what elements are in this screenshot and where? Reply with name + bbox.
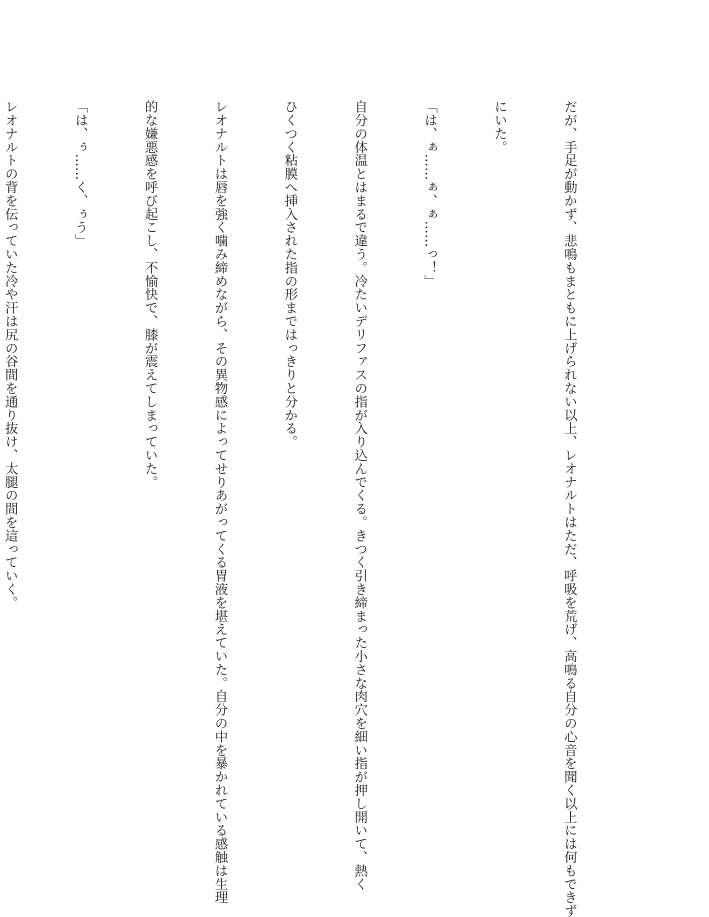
text-line: にいた。 [491,100,507,154]
text-line: ひくつく粘膜へ挿入された指の形まではっきりと分かる。 [281,100,297,449]
text-line: だが、手足が動かず、悲鳴もまともに上げられない以上、レオナルトはただ、呼吸を荒げ、高鳴る自分の心音を聞く以上には何もできず [561,100,577,917]
text-line: レオナルトは唇を強く噛み締めながら、その異物感によってせりあがってくる胃液を堪えていた。自分の中を暴かれている感触は生理 [211,100,227,904]
text-line: 「は、ぅ……く、ぅう」 [72,100,88,248]
vertical-text-body [2,100,627,917]
text-line: レオナルトの背を伝っていた冷や汗は尻の谷間を通り抜け、太腿の間を這っていく。 [2,100,18,610]
text-line: 「は、ぁ……ぁ、ぁ……っ！」 [421,100,437,288]
text-line: 自分の体温とはまるで違う。冷たいデリファスの指が入り込んでくる。きつく引き締まった小さな肉穴を細い指が押し開いて、熱く [351,100,367,891]
text-line: 的な嫌悪感を呼び起こし、不愉快で、膝が震えてしまっていた。 [142,100,158,489]
